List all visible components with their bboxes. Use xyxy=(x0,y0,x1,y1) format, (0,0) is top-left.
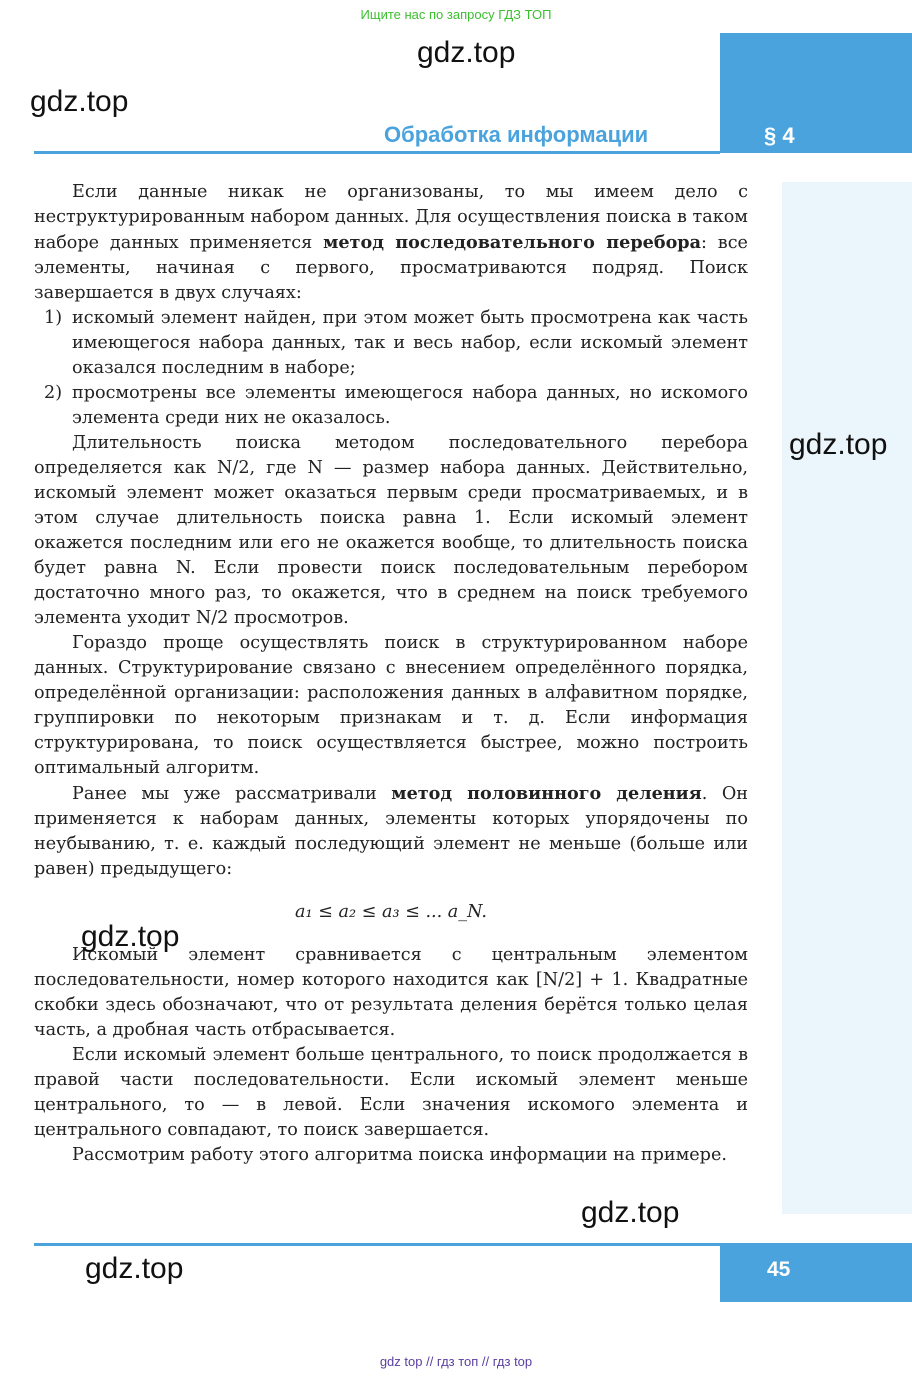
paragraph: Если искомый элемент больше центрального, то поиск продолжается в правой части последовательности. Если искомый элемент меньше центрального, то — в левой. Если значения искомого элемента и центрального совпадают, то поиск завершается. xyxy=(34,1045,748,1140)
watermark: gdz.top xyxy=(81,920,180,953)
cases-list xyxy=(34,306,748,431)
watermark: gdz.top xyxy=(30,85,129,118)
bottom-links[interactable]: gdz top // гдз топ // гдз top xyxy=(379,1354,533,1369)
side-panel xyxy=(782,182,912,1214)
formula: a₁ ≤ a₂ ≤ a₃ ≤ ... a_N. xyxy=(295,902,487,922)
paragraph: Гораздо проще осуществлять поиск в структурированном наборе данных. Структурирование связано с внесением определённого порядка, определённой организации: расположения данных в алфавитном порядке, группировки по некоторым признакам и т. д. Если информация структурирована, то поиск осуществляется быстрее, можно построить оптимальный алгоритм. xyxy=(34,633,748,778)
term-binary-search: метод половинного деления xyxy=(391,783,702,804)
page-number-tab xyxy=(720,1243,912,1302)
list-item: 2) просмотрены все элементы имеющегося набора данных, но искомого элемента среди них не оказалось. xyxy=(44,383,748,428)
paragraph: Искомый элемент сравнивается с центральным элементом последовательности, номер которого находится как [N/2] + 1. Квадратные скобки здесь обозначают, что от результата деления берётся только целая часть, а дробная часть отбрасывается. xyxy=(34,945,748,1040)
paragraph: Рассмотрим работу этого алгоритма поиска информации на примере. xyxy=(72,1145,727,1165)
term-sequential-search: метод последовательного перебора xyxy=(323,232,702,253)
chapter-title: Обработка информации xyxy=(384,122,649,147)
header-rule xyxy=(34,151,720,154)
page-number: 45 xyxy=(767,1258,791,1281)
list-item: 1) искомый элемент найден, при этом может быть просмотрена как часть имеющегося набора данных, так и весь набор, если искомый элемент оказался последним в наборе; xyxy=(44,308,748,378)
watermark: gdz.top xyxy=(417,36,516,69)
page-body xyxy=(34,180,748,1168)
top-banner[interactable]: Ищите нас по запросу ГДЗ ТОП xyxy=(360,7,552,22)
paragraph: Если данные никак не организованы, то мы имеем дело с неструктурированным набором данных. Для осуществления поиска в таком наборе данных применяется метод последовательного перебора: все элементы, начиная с первого, просматриваются подряд. Поиск завершается в двух случаях: xyxy=(34,182,748,303)
watermark: gdz.top xyxy=(85,1252,184,1285)
section-tab xyxy=(720,33,912,153)
watermark: gdz.top xyxy=(581,1196,680,1229)
paragraph: Ранее мы уже рассматривали метод половинного деления. Он применяется к наборам данных, элементы которых упорядочены по неубыванию, т. е. каждый последующий элемент не меньше (больше или равен) предыдущего: xyxy=(34,783,748,879)
section-number: § 4 xyxy=(764,123,795,148)
watermark: gdz.top xyxy=(789,428,888,461)
footer-rule xyxy=(34,1243,720,1246)
paragraph: Длительность поиска методом последовательного перебора определяется как N/2, где N — размер набора данных. Действительно, искомый элемент может оказаться первым среди просматриваемых, и в этом случае длительность поиска равна 1. Если искомый элемент окажется последним или его не окажется вообще, то длительность поиска будет равна N. Если провести поиск последовательным перебором достаточно много раз, то окажется, что в среднем на поиск требуемого элемента уходит N/2 просмотров. xyxy=(34,433,748,628)
